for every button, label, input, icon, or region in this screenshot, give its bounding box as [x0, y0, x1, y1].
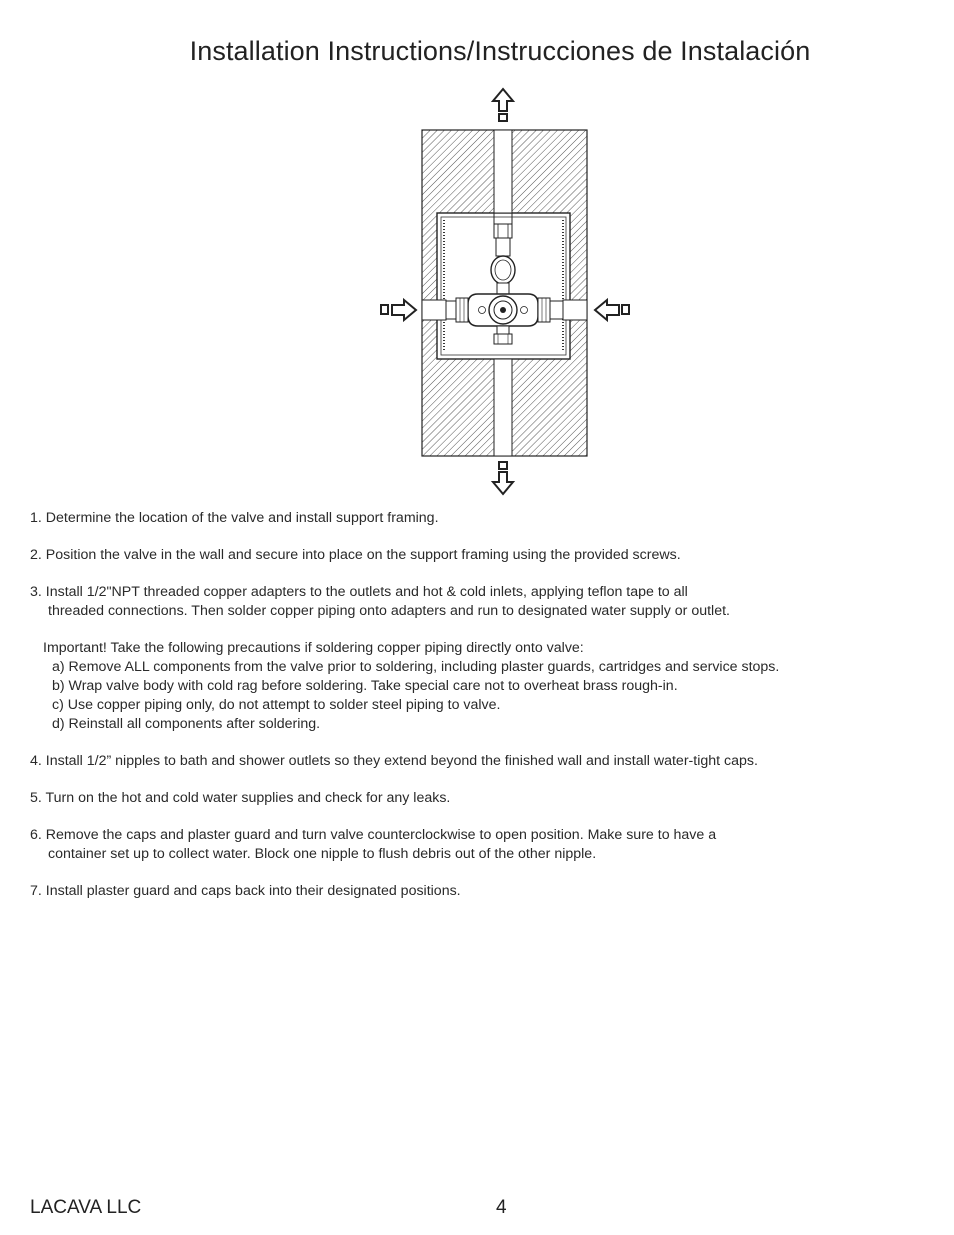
- important-precautions: [30, 639, 940, 734]
- step-4: [30, 752, 940, 771]
- step-7: [30, 882, 940, 901]
- step-6: [30, 826, 940, 864]
- precaution-item: a) Remove ALL components from the valve prior to soldering, including plaster guards, cartridges and service stops.: [52, 659, 780, 675]
- step-line: threaded connections. Then solder copper piping onto adapters and run to designated water supply or outlet.: [48, 603, 730, 619]
- instruction-steps: [30, 509, 940, 919]
- step-line: 4. Install 1/2” nipples to bath and shower outlets so they extend beyond the finished wall and install water-tight caps.: [30, 753, 758, 769]
- step-5: [30, 789, 940, 808]
- precaution-item: c) Use copper piping only, do not attempt to solder steel piping to valve.: [52, 697, 501, 713]
- vertical-pipe-top: [494, 130, 512, 213]
- footer-company: LACAVA LLC: [30, 1197, 142, 1218]
- step-line: 7. Install plaster guard and caps back into their designated positions.: [30, 883, 461, 899]
- page-number: 4: [496, 1197, 507, 1218]
- horizontal-pipe-left: [422, 300, 446, 320]
- step-line: 1. Determine the location of the valve and install support framing.: [30, 510, 439, 526]
- step-line: 2. Position the valve in the wall and secure into place on the support framing using the provided screws.: [30, 547, 681, 563]
- important-heading: Important! Take the following precautions if soldering copper piping directly onto valve:: [43, 640, 584, 656]
- step-line: 6. Remove the caps and plaster guard and turn valve counterclockwise to open position. Make sure to have a: [30, 827, 717, 843]
- horizontal-pipe-right: [563, 300, 587, 320]
- step-line: 5. Turn on the hot and cold water supplies and check for any leaks.: [30, 790, 451, 806]
- valve-installation-diagram: [370, 84, 640, 504]
- step-line: 3. Install 1/2"NPT threaded copper adapters to the outlets and hot & cold inlets, applying teflon tape to all: [30, 584, 688, 600]
- page-title: Installation Instructions/Instrucciones de Instalación: [189, 36, 811, 66]
- precaution-item: d) Reinstall all components after soldering.: [52, 716, 321, 732]
- arrow-left-icon: [595, 300, 629, 320]
- step-1: [30, 509, 940, 528]
- step-line: container set up to collect water. Block one nipple to flush debris out of the other nipple.: [48, 846, 597, 862]
- step-2: [30, 546, 940, 565]
- precaution-item: b) Wrap valve body with cold rag before soldering. Take special care not to overheat brass rough-in.: [52, 678, 678, 694]
- arrow-up-icon: [493, 89, 513, 121]
- vertical-pipe-bottom: [494, 359, 512, 456]
- arrow-down-icon: [493, 462, 513, 494]
- step-3: [30, 583, 940, 621]
- arrow-right-icon: [381, 300, 416, 320]
